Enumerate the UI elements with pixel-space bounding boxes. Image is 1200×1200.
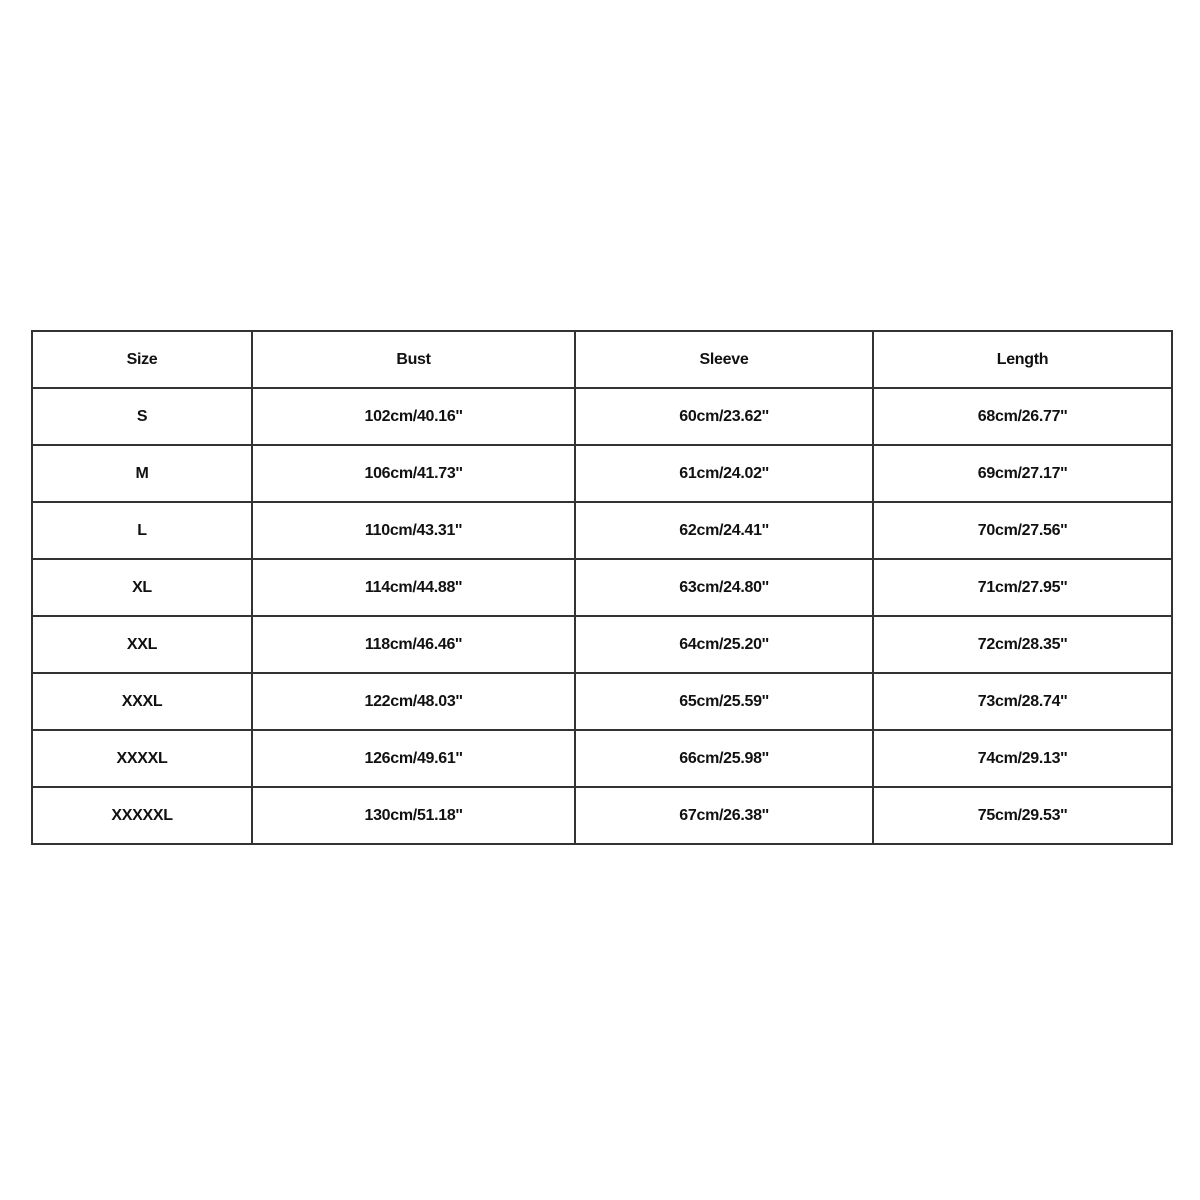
bust-cell: 102cm/40.16'' — [252, 388, 575, 445]
sleeve-cell: 60cm/23.62'' — [575, 388, 873, 445]
table-row — [32, 388, 1172, 445]
length-cell: 71cm/27.95'' — [873, 559, 1172, 616]
sleeve-cell: 63cm/24.80'' — [575, 559, 873, 616]
sleeve-cell: 64cm/25.20'' — [575, 616, 873, 673]
size-cell: XXXL — [32, 673, 252, 730]
length-cell: 70cm/27.56'' — [873, 502, 1172, 559]
size-cell: L — [32, 502, 252, 559]
bust-cell: 130cm/51.18'' — [252, 787, 575, 844]
length-cell: 73cm/28.74'' — [873, 673, 1172, 730]
table-row — [32, 730, 1172, 787]
size-cell: XXXXL — [32, 730, 252, 787]
sleeve-cell: 66cm/25.98'' — [575, 730, 873, 787]
size-cell: M — [32, 445, 252, 502]
sleeve-cell: 61cm/24.02'' — [575, 445, 873, 502]
size-cell: XL — [32, 559, 252, 616]
length-cell: 75cm/29.53'' — [873, 787, 1172, 844]
sleeve-cell: 62cm/24.41'' — [575, 502, 873, 559]
size-cell: XXL — [32, 616, 252, 673]
sleeve-cell: 65cm/25.59'' — [575, 673, 873, 730]
length-cell: 74cm/29.13'' — [873, 730, 1172, 787]
bust-cell: 110cm/43.31'' — [252, 502, 575, 559]
bust-cell: 114cm/44.88'' — [252, 559, 575, 616]
header-size: Size — [32, 331, 252, 388]
length-cell: 68cm/26.77'' — [873, 388, 1172, 445]
sleeve-cell: 67cm/26.38'' — [575, 787, 873, 844]
bust-cell: 126cm/49.61'' — [252, 730, 575, 787]
size-cell: XXXXXL — [32, 787, 252, 844]
header-sleeve: Sleeve — [575, 331, 873, 388]
header-bust: Bust — [252, 331, 575, 388]
table-row — [32, 502, 1172, 559]
header-length: Length — [873, 331, 1172, 388]
length-cell: 69cm/27.17'' — [873, 445, 1172, 502]
header-row — [32, 331, 1172, 388]
table-row — [32, 445, 1172, 502]
size-cell: S — [32, 388, 252, 445]
bust-cell: 122cm/48.03'' — [252, 673, 575, 730]
table-row — [32, 673, 1172, 730]
table-row — [32, 616, 1172, 673]
bust-cell: 118cm/46.46'' — [252, 616, 575, 673]
table-row — [32, 787, 1172, 844]
size-chart-table — [31, 330, 1173, 845]
length-cell: 72cm/28.35'' — [873, 616, 1172, 673]
bust-cell: 106cm/41.73'' — [252, 445, 575, 502]
table-row — [32, 559, 1172, 616]
